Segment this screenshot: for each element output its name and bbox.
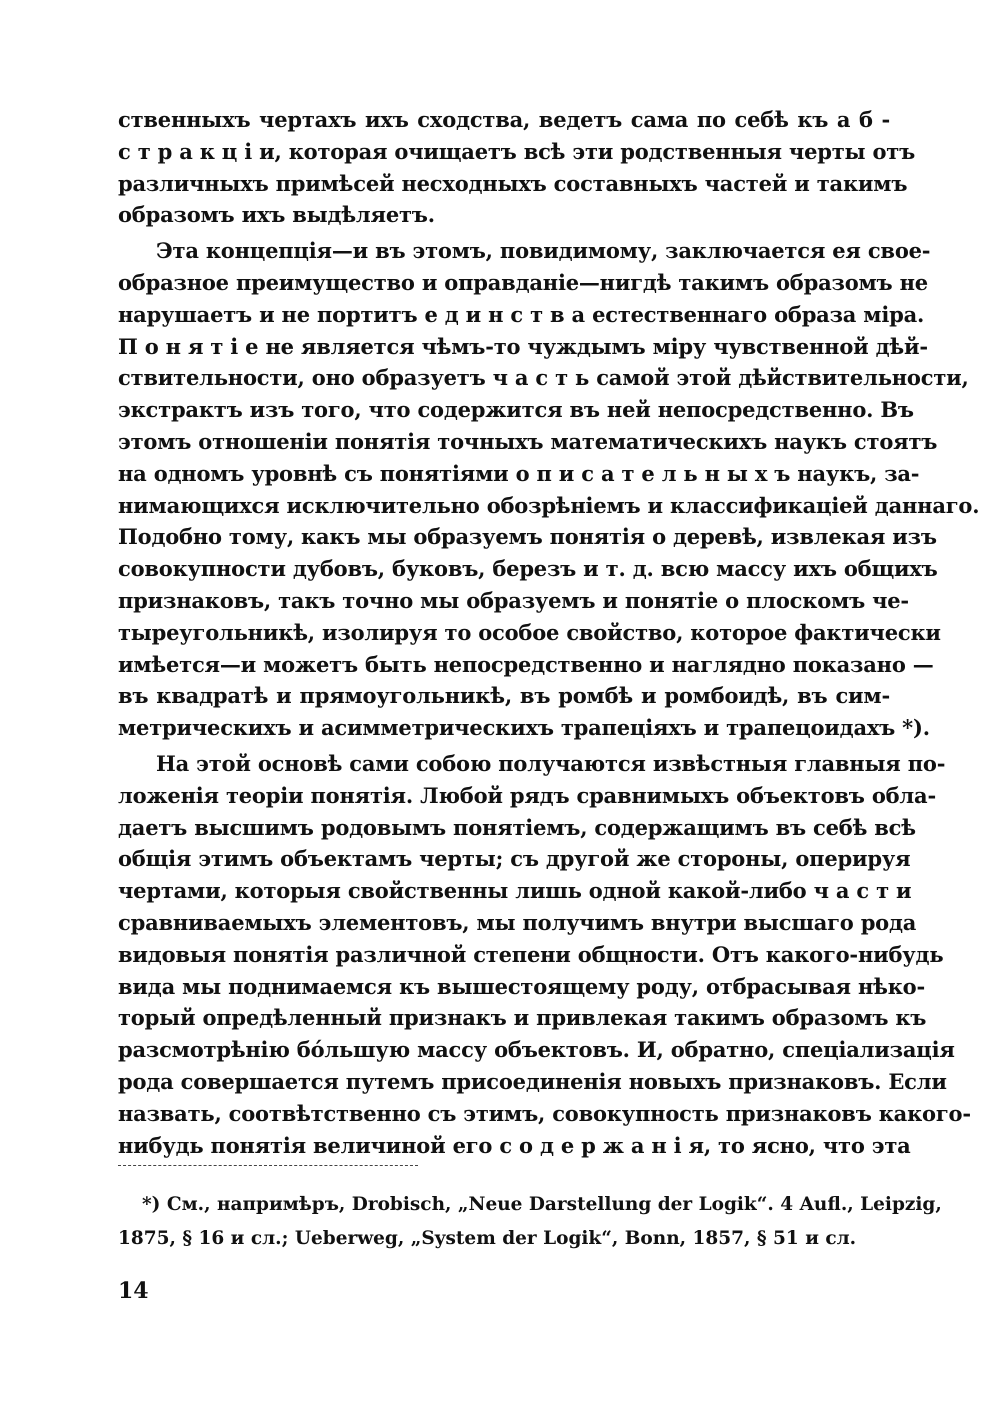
text-line: сравниваемыхъ элементовъ, мы получимъ внутри высшаго рода <box>118 909 917 935</box>
footnote-line: *) См., напримѣръ, Drobisch, „Neue Darstellung der Logik“. 4 Aufl., Leipzig, <box>142 1194 942 1215</box>
footnote-line: 1875, § 16 и сл.; Ueberweg, „System der Logik“, Bonn, 1857, § 51 и сл. <box>118 1228 857 1249</box>
text-line: метрическихъ и асимметрическихъ трапеціяхъ и трапецоидахъ *). <box>118 715 930 741</box>
text-line: Эта концепція—и въ этомъ, повидимому, заключается ея свое- <box>156 238 931 264</box>
text-line: ствительности, оно образуетъ ч а с т ь самой этой дѣйствительности, <box>118 365 969 391</box>
text-line: торый опредѣленный признакъ и привлекая такимъ образомъ къ <box>118 1005 927 1031</box>
text-line: назвать, соотвѣтственно съ этимъ, совокупность признаковъ какого- <box>118 1100 971 1126</box>
text-line: разсмотрѣнію бóльшую массу объектовъ. И, обратно, спеціализація <box>118 1037 955 1063</box>
text-line: ственныхъ чертахъ ихъ сходства, ведетъ сама по себѣ къ а б - <box>118 107 890 132</box>
text-line: Подобно тому, какъ мы образуемъ понятія о деревѣ, извлекая изъ <box>118 524 937 550</box>
text-line: въ квадратѣ и прямоугольникѣ, въ ромбѣ и ромбоидѣ, въ сим- <box>118 683 890 709</box>
text-line: образомъ ихъ выдѣляетъ. <box>118 202 435 228</box>
text-line: с т р а к ц і и, которая очищаетъ всѣ эти родственныя черты отъ <box>118 138 916 164</box>
text-line: различныхъ примѣсей несходныхъ составныхъ частей и такимъ <box>118 170 908 196</box>
main-text-block <box>118 104 980 1161</box>
text-line: даетъ высшимъ родовымъ понятіемъ, содержащимъ въ себѣ всѣ <box>118 814 916 840</box>
text-line: П о н я т і е не является чѣмъ-то чуждымъ міру чувственной дѣй- <box>118 333 928 359</box>
text-line: совокупности дубовъ, буковъ, березъ и т. д. всю массу ихъ общихъ <box>118 556 938 582</box>
text-line: рода совершается путемъ присоединенія новыхъ признаковъ. Если <box>118 1068 947 1094</box>
footnote-block <box>118 1188 942 1256</box>
text-line: нибудь понятія величиной его с о д е р ж а н і я, то ясно, что эта <box>118 1132 911 1158</box>
text-line: видовыя понятія различной степени общности. Отъ какого-нибудь <box>118 941 944 967</box>
text-line: экстрактъ изъ того, что содержится въ ней непосредственно. Въ <box>118 397 914 423</box>
text-line: На этой основѣ сами собою получаются извѣстныя главныя по- <box>156 750 946 776</box>
text-line: признаковъ, такъ точно мы образуемъ и понятіе о плоскомъ че- <box>118 587 909 613</box>
text-line: на одномъ уровнѣ съ понятіями о п и с а т е л ь н ы х ъ наукъ, за- <box>118 460 920 486</box>
text-line: этомъ отношеніи понятія точныхъ математическихъ наукъ стоятъ <box>118 428 938 454</box>
text-line: ложенія теоріи понятія. Любой рядъ сравнимыхъ объектовъ обла- <box>118 782 936 808</box>
text-line: чертами, которыя свойственны лишь одной какой-либо ч а с т и <box>118 878 912 904</box>
text-line: вида мы поднимаемся къ вышестоящему роду, отбрасывая нѣко- <box>118 973 925 999</box>
text-line: образное преимущество и оправданіе—нигдѣ такимъ образомъ не <box>118 269 928 295</box>
footnote-divider <box>118 1165 418 1166</box>
text-line: имѣется—и можетъ быть непосредственно и наглядно показано — <box>118 651 934 677</box>
text-line: нимающихся исключительно обозрѣніемъ и классификаціей даннаго. <box>118 492 980 518</box>
text-line: тыреугольникѣ, изолируя то особое свойство, которое фактически <box>118 619 941 645</box>
page-number: 14 <box>118 1278 149 1304</box>
text-line: нарушаетъ и не портитъ е д и н с т в а естественнаго образа міра. <box>118 301 925 327</box>
text-line: общія этимъ объектамъ черты; съ другой же стороны, оперируя <box>118 846 911 872</box>
